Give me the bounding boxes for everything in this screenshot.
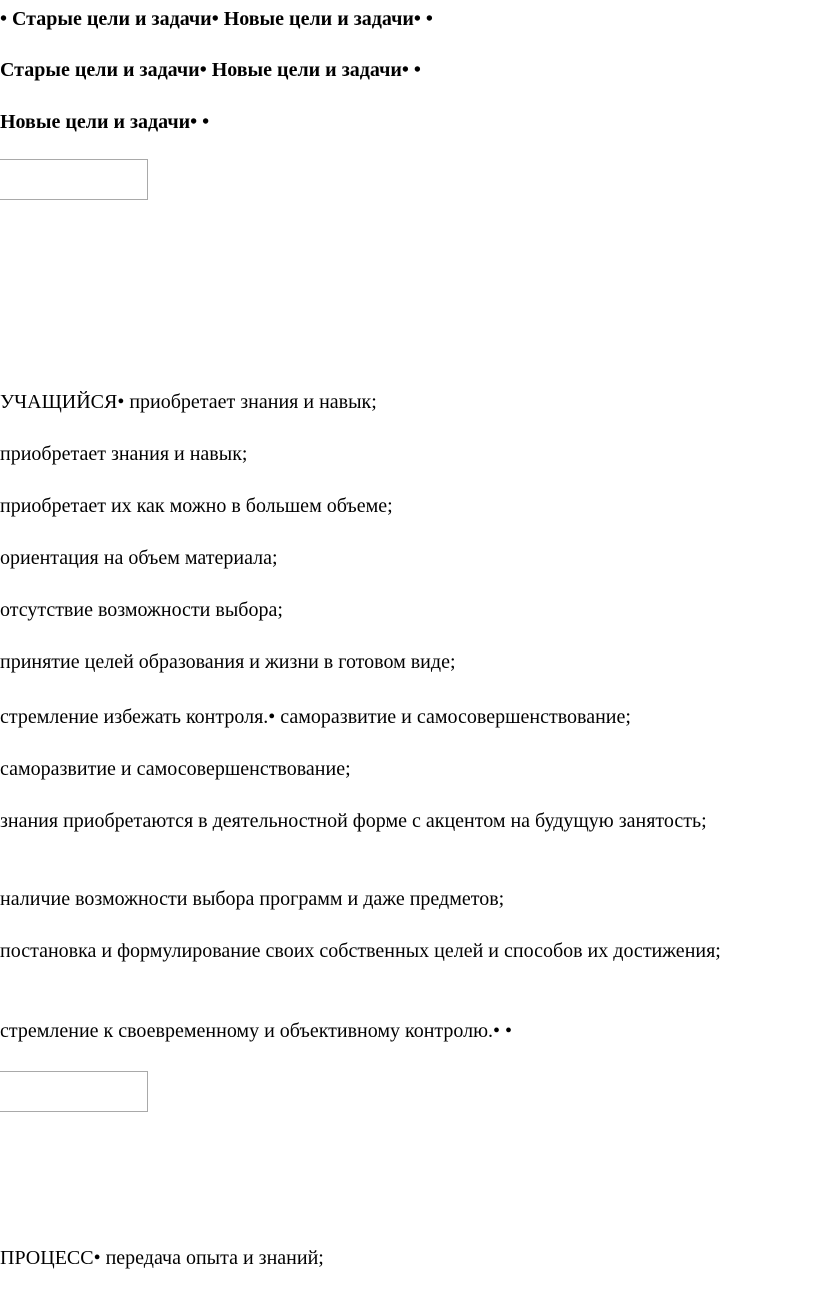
student-item-9: знания приобретаются в деятельностной форме с акцентом на будущую занятость;	[0, 810, 707, 832]
process-item-1: ПРОЦЕСС• передача опыта и знаний;	[0, 1247, 324, 1269]
student-item-1: УЧАЩИЙСЯ• приобретает знания и навык;	[0, 391, 377, 413]
student-item-3: приобретает их как можно в большем объеме;	[0, 495, 393, 517]
student-item-11: постановка и формулирование своих собственных целей и способов их достижения;	[0, 940, 721, 962]
student-item-8: саморазвитие и самосовершенствование;	[0, 758, 351, 780]
student-item-10: наличие возможности выбора программ и даже предметов;	[0, 888, 505, 910]
header-line-3: Новые цели и задачи• •	[0, 111, 210, 133]
header-line-1: • Старые цели и задачи• Новые цели и задачи• •	[0, 8, 433, 30]
student-item-4: ориентация на объем материала;	[0, 547, 278, 569]
student-item-7: стремление избежать контроля.• саморазвитие и самосовершенствование;	[0, 706, 631, 728]
student-item-5: отсутствие возможности выбора;	[0, 599, 283, 621]
student-item-12: стремление к своевременному и объективному контролю.• •	[0, 1020, 513, 1042]
text-field-1[interactable]	[0, 159, 148, 200]
student-item-2: приобретает знания и навык;	[0, 443, 248, 465]
header-line-2: Старые цели и задачи• Новые цели и задачи• •	[0, 59, 421, 81]
student-item-6: принятие целей образования и жизни в готовом виде;	[0, 651, 456, 673]
text-field-2[interactable]	[0, 1071, 148, 1112]
